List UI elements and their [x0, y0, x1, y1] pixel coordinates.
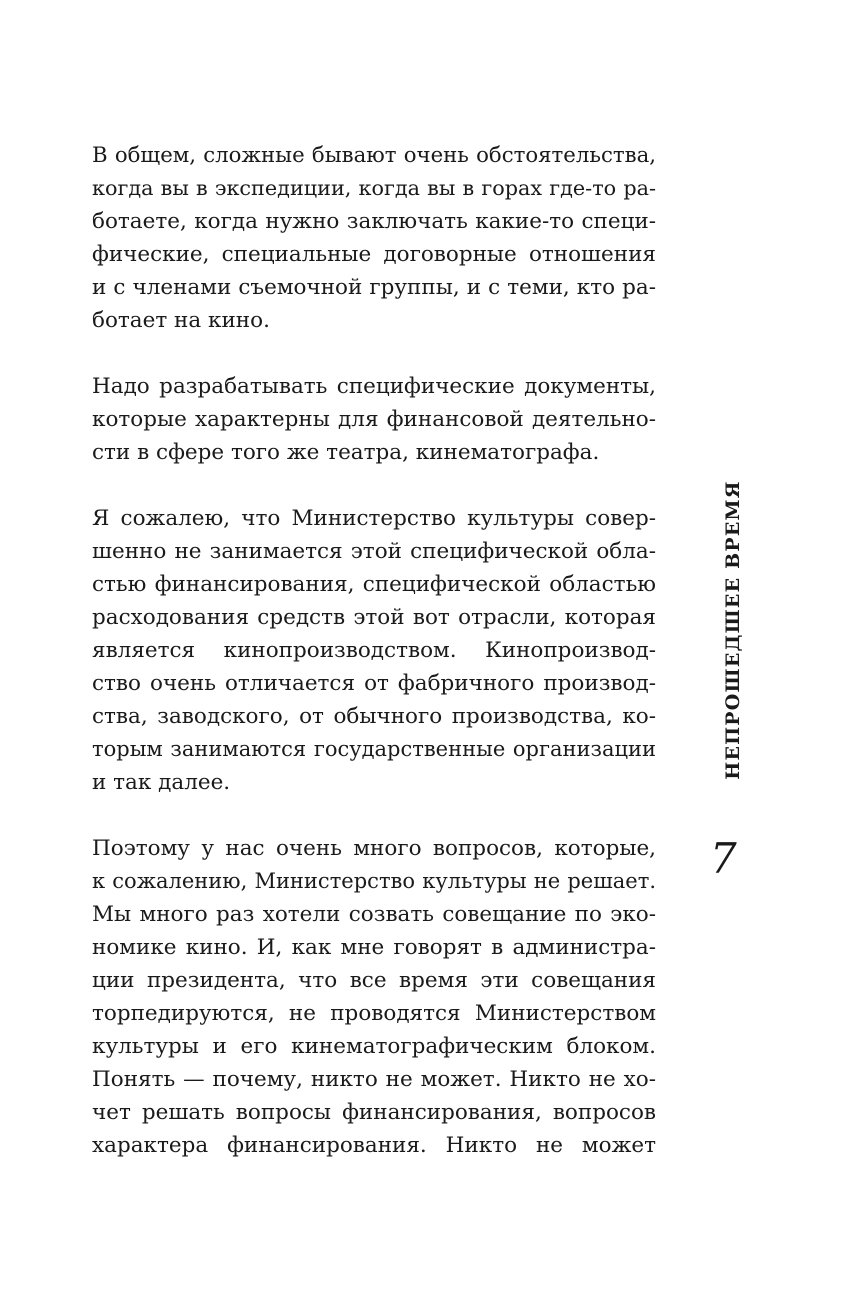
text-line: расходования средств этой вот отрасли, которая: [92, 605, 656, 630]
running-head-title: НЕПРОШЕДШЕЕ ВРЕМЯ: [722, 480, 744, 780]
text-line: культуры и его кинематографическим блоком.: [92, 1034, 656, 1059]
text-line: чет решать вопросы финансирования, вопросов: [92, 1100, 656, 1125]
text-line: ботаете, когда нужно заключать какие-то специ-: [92, 209, 656, 234]
text-line: номике кино. И, как мне говорят в администра-: [92, 935, 656, 960]
paragraph-3: [92, 502, 656, 799]
text-line: ции президента, что все время эти совещания: [92, 968, 656, 993]
text-line: Я сожалею, что Министерство культуры совер-: [92, 506, 656, 531]
text-line: Поэтому у нас очень много вопросов, которые,: [92, 836, 656, 861]
text-line: является кинопроизводством. Кинопроизвод-: [92, 638, 656, 663]
paragraph-1: [92, 139, 656, 337]
text-line: ботает на кино.: [92, 308, 270, 333]
text-line: ство очень отличается от фабричного производ-: [92, 671, 656, 696]
text-line: характера финансирования. Никто не может: [92, 1133, 656, 1158]
text-line: Надо разрабатывать специфические документы,: [92, 374, 656, 399]
text-line: ства, заводского, от обычного производства, ко-: [92, 704, 656, 729]
paragraph-4: [92, 832, 656, 1162]
text-line: фические, специальные договорные отношения: [92, 242, 656, 267]
page-body: [92, 139, 656, 1162]
text-line: Мы много раз хотели созвать совещание по эко-: [92, 902, 656, 927]
paragraph-2: [92, 370, 656, 469]
paragraph-spacer: [92, 469, 656, 502]
text-line: торым занимаются государственные организации: [92, 737, 656, 761]
text-line: и с членами съемочной группы, и с теми, кто ра-: [92, 275, 656, 300]
text-line: шенно не занимается этой специфической обла-: [92, 539, 656, 564]
page-number: 7: [710, 834, 737, 883]
text-line: торпедируются, не проводятся Министерством: [92, 1001, 656, 1026]
text-line: к сожалению, Министерство культуры не решает.: [92, 869, 656, 893]
text-line: и так далее.: [92, 770, 231, 795]
text-line: Понять — почему, никто не может. Никто не хо-: [92, 1067, 656, 1092]
paragraph-spacer: [92, 799, 656, 832]
running-head: [713, 480, 753, 780]
text-line: которые характерны для финансовой деятельно-: [92, 407, 656, 432]
text-line: В общем, сложные бывают очень обстоятельства,: [92, 143, 656, 168]
paragraph-spacer: [92, 337, 656, 370]
text-line: сти в сфере того же театра, кинематографа.: [92, 440, 600, 465]
text-line: когда вы в экспедиции, когда вы в горах где-то ра-: [92, 176, 656, 200]
text-line: стью финансирования, специфической областью: [92, 572, 656, 597]
